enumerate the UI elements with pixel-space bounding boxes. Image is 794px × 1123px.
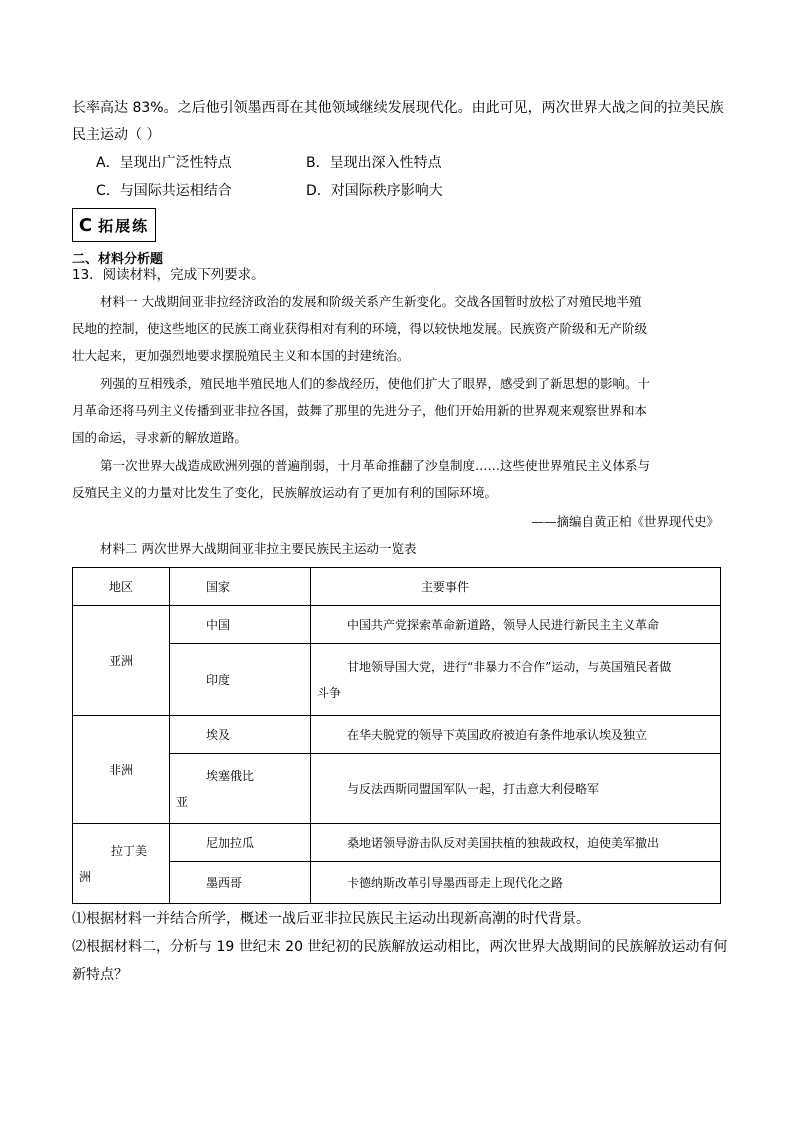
material2-title: 材料二 两次世界大战期间亚非拉主要民族民主运动一览表: [100, 541, 417, 556]
material1-line: 材料一 大战期间亚非拉经济政治的发展和阶级关系产生新变化。交战各国暂时放松了对殖民地半殖: [100, 294, 642, 309]
table-row: [73, 716, 721, 754]
section-title: 二、材料分析题: [72, 252, 164, 267]
country-cell: 埃及: [170, 716, 311, 754]
country-cell: 印度: [170, 644, 311, 716]
event-cell: 桑地诺领导游击队反对美国扶植的独裁政权，迫使美军撤出: [311, 824, 721, 862]
material1-line: 列强的互相残杀，殖民地半殖民地人们的参战经历，使他们扩大了眼界，感受到了新思想的影响。十: [100, 376, 651, 391]
region-latin-america: [73, 824, 170, 904]
q12-option-a: A．呈现出广泛性特点: [96, 155, 232, 171]
event-line: 甘地领导国大党，进行“非暴力不合作”运动，与英国殖民者做: [347, 659, 672, 674]
country-line: 亚: [176, 794, 189, 809]
country-cell: [170, 754, 311, 824]
event-line: 斗争: [317, 685, 342, 700]
event-cell: 中国共产党探索革命新道路，领导人民进行新民主主义革命: [311, 606, 721, 644]
table-header-row: [73, 568, 721, 606]
q13-sub2-line1: ⑵根据材料二，分析与 19 世纪末 20 世纪初的民族解放运动相比，两次世界大战期间的民族解放运动有何: [72, 939, 728, 955]
header-country: 国家: [170, 568, 311, 606]
table-row: [73, 606, 721, 644]
country-cell: 尼加拉瓜: [170, 824, 311, 862]
region-africa: 非洲: [73, 716, 170, 824]
material1-line: 民地的控制，使这些地区的民族工商业获得相对有利的环境，得以较快地发展。民族资产阶级和无产阶级: [72, 321, 648, 336]
header-event: 主要事件: [311, 568, 721, 606]
q13-intro: 13．阅读材料，完成下列要求。: [72, 267, 265, 283]
q12-option-c: C．与国际共运相结合: [96, 183, 232, 199]
event-cell: 在华夫脱党的领导下英国政府被迫有条件地承认埃及独立: [311, 716, 721, 754]
q12-option-b: B．呈现出深入性特点: [306, 155, 442, 171]
event-cell: 与反法西斯同盟国军队一起，打击意大利侵略军: [311, 754, 721, 824]
country-cell: 中国: [170, 606, 311, 644]
material1-line: 反殖民主义的力量对比发生了变化，民族解放运动有了更加有利的国际环境。: [72, 485, 498, 500]
extension-practice-badge: [72, 208, 156, 242]
country-cell: 墨西哥: [170, 862, 311, 904]
table-row: [73, 862, 721, 904]
table-row: [73, 824, 721, 862]
material1-source: ——摘编自黄正柏《世界现代史》: [531, 514, 719, 529]
event-cell: [311, 644, 721, 716]
material1-line: 国的命运，寻求新的解放道路。: [72, 430, 248, 445]
movements-table: [72, 567, 721, 904]
country-line: 埃塞俄比: [206, 768, 255, 783]
table-row: [73, 754, 721, 824]
event-cell: 卡德纳斯改革引导墨西哥走上现代化之路: [311, 862, 721, 904]
material1-line: 第一次世界大战造成欧洲列强的普遍削弱，十月革命推翻了沙皇制度……这些使世界殖民主义体系与: [100, 458, 651, 473]
badge-text: 拓展练: [98, 216, 150, 235]
q12-stem-line1: 长率高达 83%。之后他引领墨西哥在其他领域继续发展现代化。由此可见，两次世界大战之间的拉美民族: [72, 100, 724, 116]
q13-sub1: ⑴根据材料一并结合所学，概述一战后亚非拉民族民主运动出现新高潮的时代背景。: [72, 911, 590, 927]
material1-line: 壮大起来，更加强烈地要求摆脱殖民主义和本国的封建统治。: [72, 348, 410, 363]
q12-option-d: D．对国际秩序影响大: [306, 183, 443, 199]
q13-sub2-line2: 新特点？: [72, 967, 128, 983]
region-line: 洲: [79, 869, 92, 884]
table-row: [73, 644, 721, 716]
header-region: 地区: [73, 568, 170, 606]
region-line: 拉丁美: [111, 843, 148, 858]
region-asia: 亚洲: [73, 606, 170, 716]
q12-stem-line2: 民主运动（ ）: [72, 127, 161, 143]
material1-line: 月革命还将马列主义传播到亚非拉各国，鼓舞了那里的先进分子，他们开始用新的世界观来观察世界和本: [72, 403, 648, 418]
badge-letter: C: [78, 214, 95, 236]
